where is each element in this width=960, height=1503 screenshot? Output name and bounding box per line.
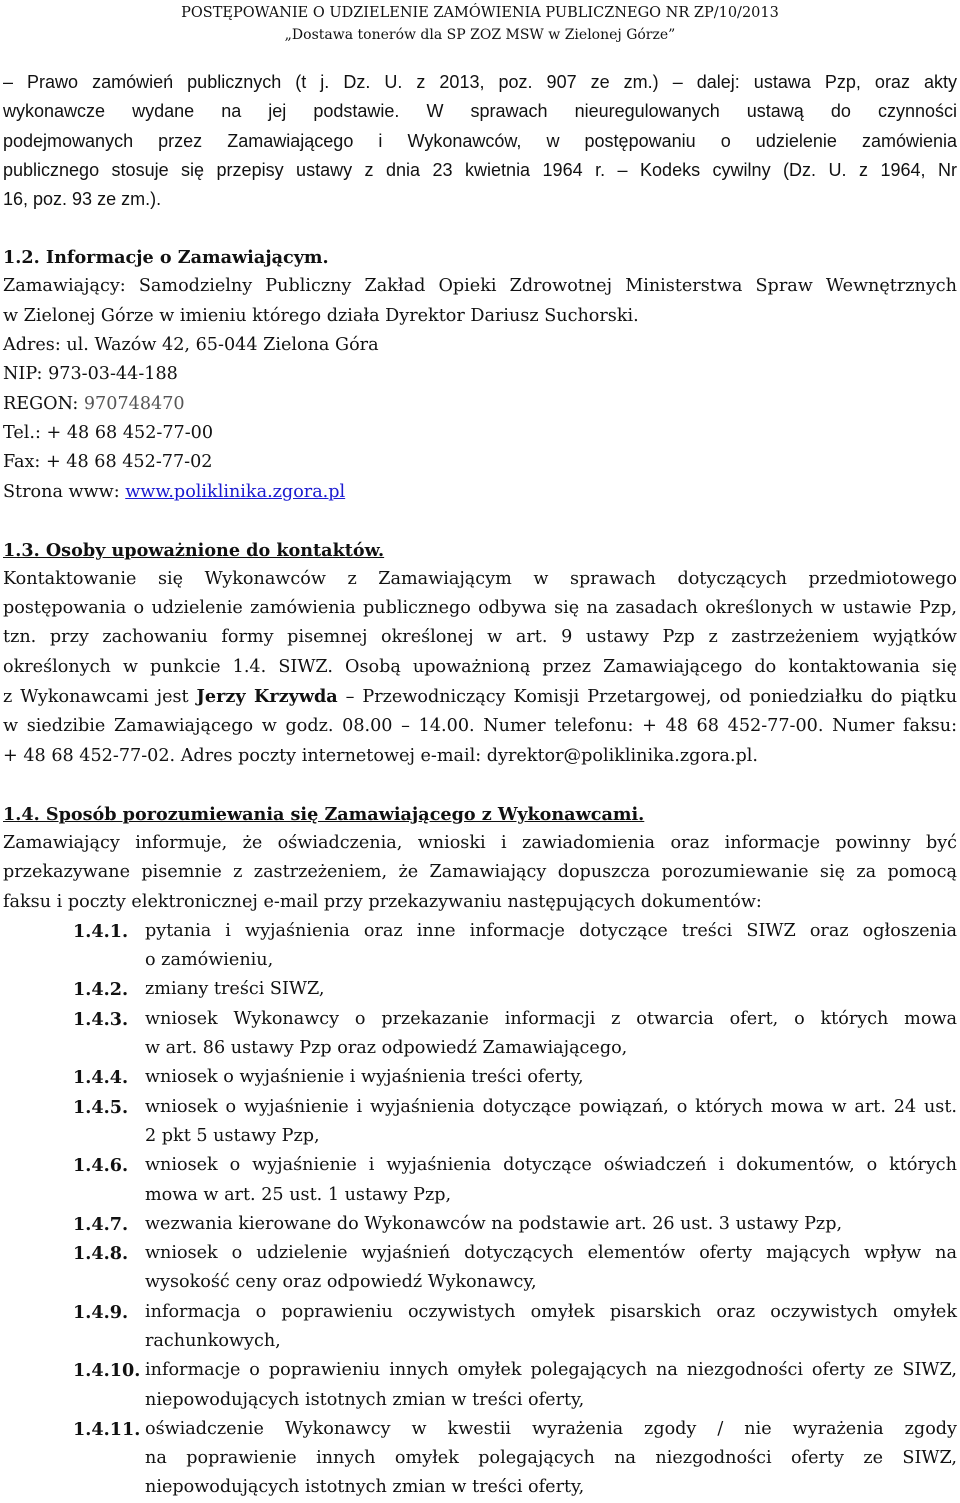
list-item-line: niepowodujących istotnych zmian w treści oferty,	[145, 1389, 585, 1410]
contacts-line: + 48 68 452-77-02. Adres poczty internetowej e-mail: dyrektor@poliklinika.zgora.pl.	[3, 745, 758, 766]
address-line: Adres: ul. Wazów 42, 65-044 Zielona Góra	[3, 335, 379, 356]
communication-line: przekazywane pisemnie z zastrzeżeniem, że Zamawiający dopuszcza porozumiewanie się za pomocą	[3, 862, 957, 883]
contacts-text: z Wykonawcami jest	[3, 687, 197, 708]
list-item-text	[145, 1415, 957, 1503]
list-item-line: wysokość ceny oraz odpowiedź Wykonawcy,	[145, 1272, 537, 1293]
list-item-text	[145, 1239, 957, 1298]
spacer	[3, 507, 957, 536]
list-item	[3, 1415, 957, 1503]
list-item-line: informacja o poprawieniu oczywistych omyłek pisarskich oraz oczywistych omyłek	[145, 1301, 957, 1322]
list-item-number: 1.4.7.	[73, 1213, 129, 1235]
contacts-line: postępowania o udzielenie zamówienia publicznego odbywa się na zasadach określonych w ustawie Pzp,	[3, 598, 957, 619]
list-item	[3, 1151, 957, 1210]
section-heading-text: 1.4. Sposób porozumiewania się Zamawiającego z Wykonawcami.	[3, 803, 645, 825]
tel-line: Tel.: + 48 68 452-77-00	[3, 422, 214, 443]
document-page	[3, 0, 957, 1503]
website-link[interactable]: www.poliklinika.zgora.pl	[125, 481, 346, 502]
list-item	[3, 1005, 957, 1064]
list-item-number: 1.4.6.	[73, 1155, 129, 1177]
list-item-number: 1.4.4.	[73, 1067, 129, 1089]
communication-line: Zamawiający informuje, że oświadczenia, wnioski i zawiadomienia oraz informacje powinny być	[3, 832, 957, 853]
contacts-line: określonych w punkcie 1.4. SIWZ. Osobą upoważnioną przez Zamawiającego do kontaktowania się	[3, 656, 957, 677]
list-item	[3, 1063, 957, 1092]
list-item-line: wezwania kierowane do Wykonawców na podstawie art. 26 ust. 3 ustawy Pzp,	[145, 1213, 843, 1234]
fax-line: Fax: + 48 68 452-77-02	[3, 452, 213, 473]
list-item	[3, 1239, 957, 1298]
section-heading-text: 1.3. Osoby upoważnione do kontaktów.	[3, 539, 385, 561]
list-item	[3, 975, 957, 1004]
intro-line: podejmowanych przez Zamawiającego i Wykonawców, w postępowaniu o udzielenie zamówienia	[3, 130, 957, 151]
regon-line	[3, 390, 957, 419]
communication-line: faksu i poczty elektronicznej e-mail przy przekazywaniu następujących dokumentów:	[3, 891, 762, 912]
contracting-authority-info	[3, 272, 957, 506]
list-item-line: rachunkowych,	[145, 1330, 281, 1351]
section-heading-1-4	[3, 800, 957, 829]
list-item-number: 1.4.11.	[73, 1418, 141, 1440]
nip-line: NIP: 973-03-44-188	[3, 364, 178, 385]
list-item-text	[145, 975, 957, 1004]
section-heading-1-2: 1.2. Informacje o Zamawiającym.	[3, 247, 329, 269]
list-item-line: zmiany treści SIWZ,	[145, 979, 325, 1000]
info-line: w Zielonej Górze w imieniu którego działa Dyrektor Dariusz Suchorski.	[3, 305, 639, 326]
contacts-line	[3, 682, 957, 712]
intro-line: publicznego stosuje się przepisy ustawy z dnia 23 kwietnia 1964 r. – Kodeks cywilny (Dz. U. z 1964, Nr	[3, 159, 957, 180]
list-item-number: 1.4.2.	[73, 979, 129, 1001]
list-item-line: wniosek o wyjaśnienie i wyjaśnienia treści oferty,	[145, 1067, 584, 1088]
list-item-line: na poprawienie innych omyłek polegających na niezgodności oferty ze SIWZ,	[145, 1448, 957, 1469]
list-item-text	[145, 917, 957, 976]
list-item-line: wniosek o wyjaśnienie i wyjaśnienia dotyczące oświadczeń i dokumentów, o których	[145, 1155, 957, 1176]
list-item-number: 1.4.9.	[73, 1301, 129, 1323]
list-item	[3, 1210, 957, 1239]
list-item-text	[145, 1210, 957, 1239]
contacts-line: tzn. przy zachowaniu formy pisemnej określonej w art. 9 ustawy Pzp z zastrzeżeniem wyjątków	[3, 627, 957, 648]
contacts-text: – Przewodniczący Komisji Przetargowej, od poniedziałku do piątku	[337, 687, 958, 708]
intro-paragraph	[3, 68, 957, 214]
list-item-text	[145, 1356, 957, 1415]
list-item-line: informacje o poprawieniu innych omyłek polegających na niezgodności oferty ze SIWZ,	[145, 1360, 957, 1381]
header-subtitle: „Dostawa tonerów dla SP ZOZ MSW w Zielonej Górze”	[284, 27, 676, 43]
spacer	[3, 214, 957, 243]
www-label: Strona www:	[3, 481, 126, 502]
list-item-text	[145, 1151, 957, 1210]
list-item-text	[145, 1005, 957, 1064]
list-item	[3, 1356, 957, 1415]
documents-list	[3, 917, 957, 1503]
contact-person-name: Jerzy Krzywda	[196, 686, 338, 708]
communication-paragraph	[3, 829, 957, 917]
list-item-line: niepowodujących istotnych zmian w treści oferty,	[145, 1477, 585, 1498]
www-line	[3, 478, 957, 507]
list-item	[3, 1093, 957, 1152]
list-item-line: 2 pkt 5 ustawy Pzp,	[145, 1125, 320, 1146]
regon-label: REGON:	[3, 393, 84, 414]
list-item-number: 1.4.1.	[73, 920, 129, 942]
list-item-number: 1.4.8.	[73, 1243, 129, 1265]
list-item-number: 1.4.5.	[73, 1096, 129, 1118]
header-title: POSTĘPOWANIE O UDZIELENIE ZAMÓWIENIA PUBLICZNEGO NR ZP/10/2013	[181, 5, 779, 21]
contacts-line: w siedzibie Zamawiającego w godz. 08.00 – 14.00. Numer telefonu: + 48 68 452-77-00. Numer faksu:	[3, 716, 957, 737]
list-item-text	[145, 1063, 957, 1092]
list-item-line: w art. 86 ustawy Pzp oraz odpowiedź Zamawiającego,	[145, 1038, 628, 1059]
list-item-line: pytania i wyjaśnienia oraz inne informacje dotyczące treści SIWZ oraz ogłoszenia	[145, 920, 957, 941]
info-line: Zamawiający: Samodzielny Publiczny Zakład Opieki Zdrowotnej Ministerstwa Spraw Wewnętrznych	[3, 276, 957, 297]
contacts-paragraph	[3, 565, 957, 771]
document-header	[3, 0, 957, 46]
list-item-line: o zamówieniu,	[145, 950, 274, 971]
spacer	[3, 771, 957, 800]
list-item-number: 1.4.3.	[73, 1008, 129, 1030]
list-item-line: wniosek o wyjaśnienie i wyjaśnienia dotyczące powiązań, o których mowa w art. 24 ust.	[145, 1096, 957, 1117]
list-item-line: oświadczenie Wykonawcy w kwestii wyrażenia zgody / nie wyrażenia zgody	[145, 1418, 957, 1439]
list-item-text	[145, 1298, 957, 1357]
list-item-number: 1.4.10.	[73, 1360, 141, 1382]
section-heading-1-3	[3, 536, 957, 565]
intro-line: – Prawo zamówień publicznych (t j. Dz. U. z 2013, poz. 907 ze zm.) – dalej: ustawa Pzp, oraz akty	[3, 72, 957, 92]
list-item	[3, 917, 957, 976]
list-item-line: wniosek Wykonawcy o przekazanie informacji z otwarcia ofert, o których mowa	[145, 1008, 957, 1029]
regon-value: 970748470	[83, 393, 185, 414]
intro-line: wykonawcze wydane na jej podstawie. W sprawach nieuregulowanych ustawą do czynności	[3, 101, 957, 122]
list-item-line: wniosek o udzielenie wyjaśnień dotyczących elementów oferty mających wpływ na	[145, 1243, 957, 1264]
list-item	[3, 1298, 957, 1357]
intro-line: 16, poz. 93 ze zm.).	[3, 189, 162, 210]
list-item-text	[145, 1093, 957, 1152]
list-item-line: mowa w art. 25 ust. 1 ustawy Pzp,	[145, 1184, 452, 1205]
contacts-line: Kontaktowanie się Wykonawców z Zamawiającym w sprawach dotyczących przedmiotowego	[3, 568, 957, 589]
